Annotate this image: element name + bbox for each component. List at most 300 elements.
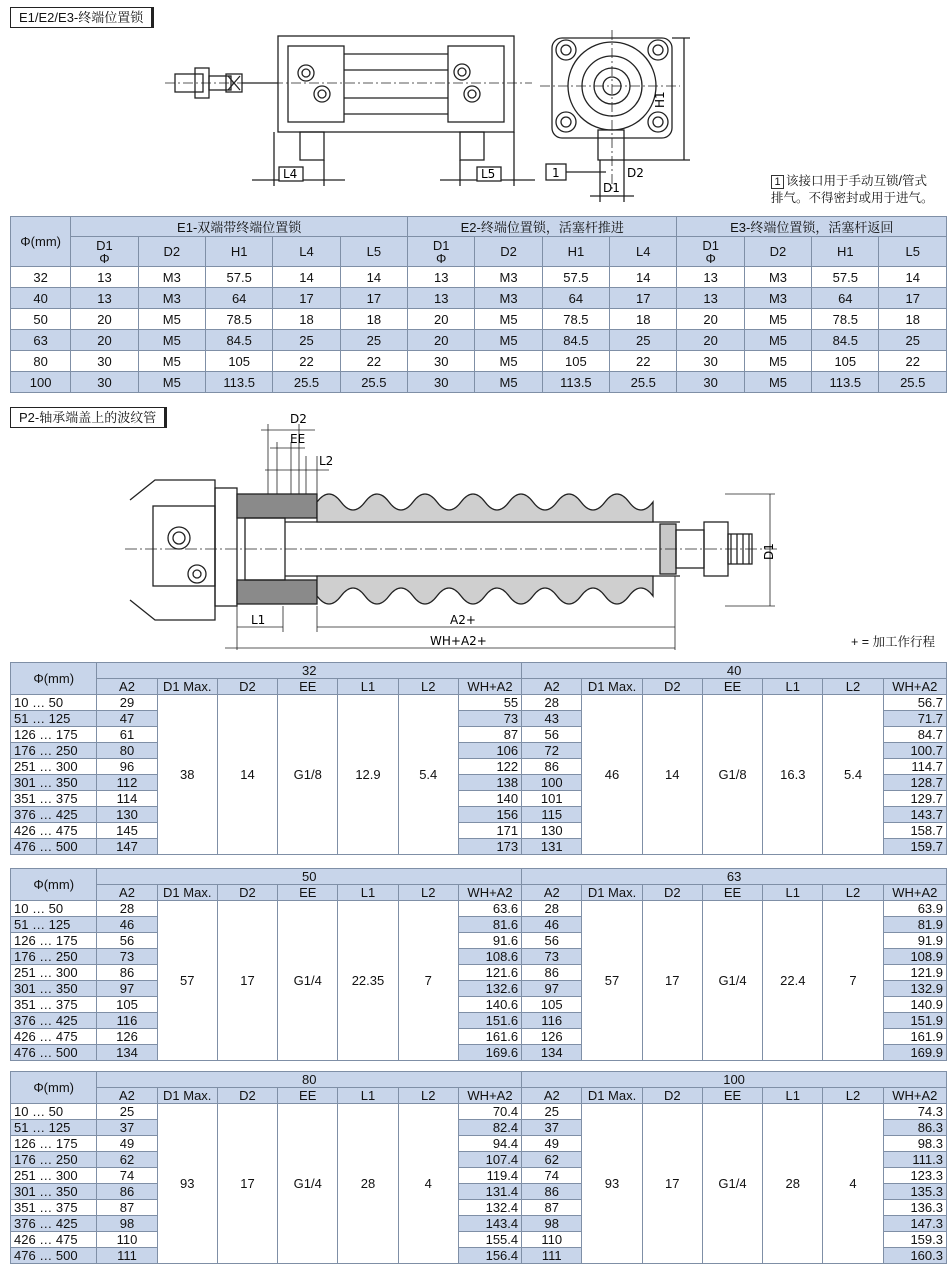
stroke-range-cell: 301 … 350 xyxy=(11,981,97,997)
stroke-range-cell: 301 … 350 xyxy=(11,1184,97,1200)
a2-cell: 114 xyxy=(97,791,157,807)
d1max-cell: 46 xyxy=(582,695,642,855)
a2-cell: 28 xyxy=(522,695,582,711)
col-header-l5: L5 xyxy=(879,237,947,267)
value-cell: M3 xyxy=(475,267,542,288)
value-cell: 22 xyxy=(340,351,407,372)
bellows-table xyxy=(10,1071,947,1264)
value-cell: M3 xyxy=(138,288,205,309)
col-header-d1-max-: D1 Max. xyxy=(582,885,642,901)
stroke-range-cell: 351 … 375 xyxy=(11,1200,97,1216)
col-header-a2: A2 xyxy=(97,679,157,695)
value-cell: 105 xyxy=(542,351,609,372)
value-cell: 78.5 xyxy=(542,309,609,330)
col-header-wh-a2: WH+A2 xyxy=(883,885,946,901)
value-cell: 18 xyxy=(273,309,340,330)
section-title-bellows: P2-轴承端盖上的波纹管 xyxy=(10,407,167,428)
wh-a2-cell: 159.7 xyxy=(883,839,946,855)
bore-size-header: 80 xyxy=(97,1072,522,1088)
l2-cell: 7 xyxy=(398,901,458,1061)
wh-a2-cell: 138 xyxy=(458,775,521,791)
wh-a2-cell: 169.9 xyxy=(883,1045,946,1061)
wh-a2-cell: 55 xyxy=(458,695,521,711)
col-header-l1: L1 xyxy=(338,1088,398,1104)
a2-cell: 86 xyxy=(522,759,582,775)
col-header-d2: D2 xyxy=(138,237,205,267)
ee-cell: G1/4 xyxy=(702,901,762,1061)
a2-cell: 73 xyxy=(522,949,582,965)
value-cell: 20 xyxy=(677,330,744,351)
value-cell: 64 xyxy=(206,288,273,309)
stroke-range-cell: 10 … 50 xyxy=(11,1104,97,1120)
stroke-range-cell: 176 … 250 xyxy=(11,949,97,965)
value-cell: M5 xyxy=(475,330,542,351)
col-header-wh-a2: WH+A2 xyxy=(883,679,946,695)
value-cell: M5 xyxy=(744,309,811,330)
value-cell: 84.5 xyxy=(542,330,609,351)
wh-a2-cell: 136.3 xyxy=(883,1200,946,1216)
col-header-l2: L2 xyxy=(823,885,883,901)
svg-text:A2+: A2+ xyxy=(450,613,476,627)
value-cell: 13 xyxy=(677,288,744,309)
table-row xyxy=(11,309,947,330)
d2-cell: 17 xyxy=(642,901,702,1061)
value-cell: 13 xyxy=(71,288,138,309)
wh-a2-cell: 70.4 xyxy=(458,1104,521,1120)
a2-cell: 105 xyxy=(522,997,582,1013)
a2-cell: 86 xyxy=(522,1184,582,1200)
a2-cell: 97 xyxy=(522,981,582,997)
col-header-l4: L4 xyxy=(610,237,677,267)
ee-cell: G1/4 xyxy=(278,1104,338,1264)
value-cell: 25.5 xyxy=(340,372,407,393)
wh-a2-cell: 98.3 xyxy=(883,1136,946,1152)
stroke-range-cell: 426 … 475 xyxy=(11,823,97,839)
col-header-ee: EE xyxy=(702,885,762,901)
col-header-a2: A2 xyxy=(522,885,582,901)
stroke-range-cell: 426 … 475 xyxy=(11,1232,97,1248)
a2-cell: 56 xyxy=(97,933,157,949)
wh-a2-cell: 87 xyxy=(458,727,521,743)
value-cell: M5 xyxy=(744,372,811,393)
value-cell: 64 xyxy=(812,288,879,309)
col-header-wh-a2: WH+A2 xyxy=(458,679,521,695)
a2-cell: 131 xyxy=(522,839,582,855)
ee-cell: G1/4 xyxy=(278,901,338,1061)
wh-a2-cell: 121.9 xyxy=(883,965,946,981)
a2-cell: 110 xyxy=(97,1232,157,1248)
value-cell: 113.5 xyxy=(206,372,273,393)
value-cell: M5 xyxy=(138,309,205,330)
a2-cell: 37 xyxy=(97,1120,157,1136)
l2-cell: 4 xyxy=(398,1104,458,1264)
col-header-d2: D2 xyxy=(217,885,277,901)
bore-cell: 63 xyxy=(11,330,71,351)
a2-cell: 116 xyxy=(522,1013,582,1029)
a2-cell: 97 xyxy=(97,981,157,997)
end-position-lock-drawing xyxy=(160,30,690,210)
group-e3: E3-终端位置锁，活塞杆返回 xyxy=(677,217,947,237)
value-cell: M5 xyxy=(138,351,205,372)
a2-cell: 28 xyxy=(522,901,582,917)
svg-text:L5: L5 xyxy=(481,167,496,181)
stroke-range-cell: 176 … 250 xyxy=(11,743,97,759)
value-cell: 25.5 xyxy=(273,372,340,393)
a2-cell: 111 xyxy=(522,1248,582,1264)
l2-cell: 5.4 xyxy=(823,695,883,855)
bellows-drawing xyxy=(125,410,785,655)
value-cell: 13 xyxy=(408,288,475,309)
a2-cell: 98 xyxy=(522,1216,582,1232)
wh-a2-cell: 155.4 xyxy=(458,1232,521,1248)
svg-text:H1: H1 xyxy=(653,91,667,108)
wh-a2-cell: 71.7 xyxy=(883,711,946,727)
col-header-ee: EE xyxy=(278,679,338,695)
port-note-line1: 该接口用于手动互锁/管式 xyxy=(786,174,927,188)
col-header-l1: L1 xyxy=(763,885,823,901)
svg-text:D2: D2 xyxy=(627,166,644,180)
value-cell: 78.5 xyxy=(206,309,273,330)
col-header-d2: D2 xyxy=(217,679,277,695)
e-lock-table xyxy=(10,216,947,393)
stroke-range-cell: 126 … 175 xyxy=(11,1136,97,1152)
value-cell: M5 xyxy=(744,351,811,372)
l2-cell: 4 xyxy=(823,1104,883,1264)
d2-cell: 17 xyxy=(642,1104,702,1264)
a2-cell: 56 xyxy=(522,933,582,949)
col-header-wh-a2: WH+A2 xyxy=(458,885,521,901)
port-note xyxy=(771,173,934,207)
table-row xyxy=(11,901,947,917)
d1max-cell: 93 xyxy=(157,1104,217,1264)
stroke-range-cell: 301 … 350 xyxy=(11,775,97,791)
a2-cell: 111 xyxy=(97,1248,157,1264)
l1-cell: 22.4 xyxy=(763,901,823,1061)
a2-cell: 116 xyxy=(97,1013,157,1029)
stroke-range-cell: 476 … 500 xyxy=(11,1045,97,1061)
stroke-range-cell: 126 … 175 xyxy=(11,933,97,949)
value-cell: 13 xyxy=(71,267,138,288)
d2-cell: 17 xyxy=(217,1104,277,1264)
col-header-d1-max-: D1 Max. xyxy=(157,1088,217,1104)
a2-cell: 147 xyxy=(97,839,157,855)
stroke-legend: + = 加工作行程 xyxy=(851,635,936,649)
bore-size-header: 32 xyxy=(97,663,522,679)
a2-cell: 72 xyxy=(522,743,582,759)
wh-a2-cell: 108.6 xyxy=(458,949,521,965)
value-cell: M3 xyxy=(744,288,811,309)
stroke-range-cell: 426 … 475 xyxy=(11,1029,97,1045)
a2-cell: 37 xyxy=(522,1120,582,1136)
port-number-box: 1 xyxy=(771,175,784,189)
stroke-range-cell: 51 … 125 xyxy=(11,1120,97,1136)
ee-cell: G1/8 xyxy=(278,695,338,855)
stroke-range-cell: 251 … 300 xyxy=(11,965,97,981)
l1-cell: 12.9 xyxy=(338,695,398,855)
value-cell: 78.5 xyxy=(812,309,879,330)
value-cell: 13 xyxy=(677,267,744,288)
a2-cell: 98 xyxy=(97,1216,157,1232)
table-row xyxy=(11,288,947,309)
d2-cell: 14 xyxy=(217,695,277,855)
value-cell: 25.5 xyxy=(879,372,947,393)
d1max-cell: 93 xyxy=(582,1104,642,1264)
wh-a2-cell: 86.3 xyxy=(883,1120,946,1136)
wh-a2-cell: 147.3 xyxy=(883,1216,946,1232)
value-cell: 25 xyxy=(273,330,340,351)
a2-cell: 134 xyxy=(97,1045,157,1061)
col-header-l1: L1 xyxy=(338,885,398,901)
col-header-l2: L2 xyxy=(823,679,883,695)
wh-a2-cell: 132.6 xyxy=(458,981,521,997)
a2-cell: 46 xyxy=(522,917,582,933)
a2-cell: 126 xyxy=(522,1029,582,1045)
a2-cell: 130 xyxy=(522,823,582,839)
wh-a2-cell: 159.3 xyxy=(883,1232,946,1248)
l2-cell: 7 xyxy=(823,901,883,1061)
value-cell: 113.5 xyxy=(812,372,879,393)
col-header-l1: L1 xyxy=(763,1088,823,1104)
wh-a2-cell: 151.9 xyxy=(883,1013,946,1029)
a2-cell: 49 xyxy=(97,1136,157,1152)
phi-header: Φ(mm) xyxy=(11,869,97,901)
stroke-range-cell: 476 … 500 xyxy=(11,1248,97,1264)
wh-a2-cell: 132.4 xyxy=(458,1200,521,1216)
wh-a2-cell: 119.4 xyxy=(458,1168,521,1184)
value-cell: 18 xyxy=(610,309,677,330)
col-header-l2: L2 xyxy=(398,885,458,901)
value-cell: 25.5 xyxy=(610,372,677,393)
wh-a2-cell: 129.7 xyxy=(883,791,946,807)
value-cell: 20 xyxy=(71,309,138,330)
bore-size-header: 50 xyxy=(97,869,522,885)
value-cell: M5 xyxy=(475,309,542,330)
svg-text:D1: D1 xyxy=(603,181,620,195)
wh-a2-cell: 123.3 xyxy=(883,1168,946,1184)
table-row xyxy=(11,1104,947,1120)
value-cell: 22 xyxy=(273,351,340,372)
stroke-range-cell: 376 … 425 xyxy=(11,1216,97,1232)
wh-a2-cell: 169.6 xyxy=(458,1045,521,1061)
l1-cell: 22.35 xyxy=(338,901,398,1061)
wh-a2-cell: 107.4 xyxy=(458,1152,521,1168)
a2-cell: 115 xyxy=(522,807,582,823)
value-cell: 84.5 xyxy=(206,330,273,351)
a2-cell: 101 xyxy=(522,791,582,807)
stroke-range-cell: 376 … 425 xyxy=(11,807,97,823)
col-header-d1-max-: D1 Max. xyxy=(157,679,217,695)
wh-a2-cell: 73 xyxy=(458,711,521,727)
a2-cell: 105 xyxy=(97,997,157,1013)
col-header-ee: EE xyxy=(278,1088,338,1104)
col-header-a2: A2 xyxy=(97,1088,157,1104)
a2-cell: 62 xyxy=(522,1152,582,1168)
wh-a2-cell: 82.4 xyxy=(458,1120,521,1136)
value-cell: M3 xyxy=(138,267,205,288)
section-title-e-lock: E1/E2/E3-终端位置锁 xyxy=(10,7,154,28)
wh-a2-cell: 106 xyxy=(458,743,521,759)
svg-text:L4: L4 xyxy=(283,167,298,181)
value-cell: 30 xyxy=(408,372,475,393)
col-header-ee: EE xyxy=(702,1088,762,1104)
col-header-d2: D2 xyxy=(217,1088,277,1104)
svg-text:D1: D1 xyxy=(762,543,776,560)
col-header-a2: A2 xyxy=(522,679,582,695)
col-header-ee: EE xyxy=(278,885,338,901)
wh-a2-cell: 84.7 xyxy=(883,727,946,743)
value-cell: M3 xyxy=(744,267,811,288)
phi-header: Φ(mm) xyxy=(11,663,97,695)
a2-cell: 86 xyxy=(97,1184,157,1200)
value-cell: 17 xyxy=(879,288,947,309)
value-cell: M5 xyxy=(138,330,205,351)
wh-a2-cell: 161.9 xyxy=(883,1029,946,1045)
value-cell: 30 xyxy=(71,372,138,393)
wh-a2-cell: 171 xyxy=(458,823,521,839)
wh-a2-cell: 128.7 xyxy=(883,775,946,791)
value-cell: 25 xyxy=(340,330,407,351)
col-header-d1-φ: D1 Φ xyxy=(71,237,138,267)
group-e2: E2-终端位置锁，活塞杆推进 xyxy=(408,217,677,237)
bore-cell: 50 xyxy=(11,309,71,330)
value-cell: 30 xyxy=(408,351,475,372)
col-header-a2: A2 xyxy=(522,1088,582,1104)
a2-cell: 29 xyxy=(97,695,157,711)
d1max-cell: 57 xyxy=(582,901,642,1061)
stroke-range-cell: 351 … 375 xyxy=(11,997,97,1013)
bellows-table xyxy=(10,662,947,855)
value-cell: 22 xyxy=(879,351,947,372)
value-cell: 14 xyxy=(273,267,340,288)
col-header-d1-max-: D1 Max. xyxy=(582,1088,642,1104)
bore-size-header: 40 xyxy=(522,663,947,679)
col-header-l1: L1 xyxy=(763,679,823,695)
table-row xyxy=(11,372,947,393)
wh-a2-cell: 91.6 xyxy=(458,933,521,949)
value-cell: 20 xyxy=(408,330,475,351)
value-cell: 25 xyxy=(610,330,677,351)
value-cell: 105 xyxy=(206,351,273,372)
col-header-l2: L2 xyxy=(398,1088,458,1104)
value-cell: 57.5 xyxy=(206,267,273,288)
stroke-range-cell: 51 … 125 xyxy=(11,917,97,933)
stroke-range-cell: 376 … 425 xyxy=(11,1013,97,1029)
wh-a2-cell: 114.7 xyxy=(883,759,946,775)
ee-cell: G1/8 xyxy=(702,695,762,855)
a2-cell: 86 xyxy=(522,965,582,981)
value-cell: M5 xyxy=(138,372,205,393)
stroke-range-cell: 126 … 175 xyxy=(11,727,97,743)
a2-cell: 74 xyxy=(97,1168,157,1184)
a2-cell: 62 xyxy=(97,1152,157,1168)
a2-cell: 46 xyxy=(97,917,157,933)
table-row xyxy=(11,695,947,711)
col-header-l1: L1 xyxy=(338,679,398,695)
wh-a2-cell: 111.3 xyxy=(883,1152,946,1168)
wh-a2-cell: 140.6 xyxy=(458,997,521,1013)
svg-text:EE: EE xyxy=(290,432,306,446)
value-cell: 20 xyxy=(71,330,138,351)
wh-a2-cell: 56.7 xyxy=(883,695,946,711)
wh-a2-cell: 156.4 xyxy=(458,1248,521,1264)
col-header-h1: H1 xyxy=(542,237,609,267)
a2-cell: 43 xyxy=(522,711,582,727)
ee-cell: G1/4 xyxy=(702,1104,762,1264)
bore-cell: 80 xyxy=(11,351,71,372)
wh-a2-cell: 131.4 xyxy=(458,1184,521,1200)
a2-cell: 126 xyxy=(97,1029,157,1045)
a2-cell: 87 xyxy=(97,1200,157,1216)
d2-cell: 17 xyxy=(217,901,277,1061)
wh-a2-cell: 108.9 xyxy=(883,949,946,965)
wh-a2-cell: 81.6 xyxy=(458,917,521,933)
wh-a2-cell: 94.4 xyxy=(458,1136,521,1152)
phi-header: Φ(mm) xyxy=(11,1072,97,1104)
wh-a2-cell: 158.7 xyxy=(883,823,946,839)
d1max-cell: 38 xyxy=(157,695,217,855)
value-cell: 113.5 xyxy=(542,372,609,393)
a2-cell: 74 xyxy=(522,1168,582,1184)
value-cell: 64 xyxy=(542,288,609,309)
value-cell: 30 xyxy=(677,351,744,372)
value-cell: 105 xyxy=(812,351,879,372)
a2-cell: 47 xyxy=(97,711,157,727)
value-cell: 25 xyxy=(879,330,947,351)
l1-cell: 28 xyxy=(338,1104,398,1264)
value-cell: 30 xyxy=(71,351,138,372)
a2-cell: 130 xyxy=(97,807,157,823)
stroke-range-cell: 10 … 50 xyxy=(11,901,97,917)
a2-cell: 110 xyxy=(522,1232,582,1248)
d2-cell: 14 xyxy=(642,695,702,855)
value-cell: M5 xyxy=(475,351,542,372)
col-header-d1-φ: D1 Φ xyxy=(677,237,744,267)
value-cell: 30 xyxy=(677,372,744,393)
a2-cell: 96 xyxy=(97,759,157,775)
col-header-ee: EE xyxy=(702,679,762,695)
wh-a2-cell: 156 xyxy=(458,807,521,823)
value-cell: M5 xyxy=(475,372,542,393)
value-cell: 17 xyxy=(610,288,677,309)
d1max-cell: 57 xyxy=(157,901,217,1061)
col-header-wh-a2: WH+A2 xyxy=(458,1088,521,1104)
wh-a2-cell: 122 xyxy=(458,759,521,775)
wh-a2-cell: 151.6 xyxy=(458,1013,521,1029)
wh-a2-cell: 91.9 xyxy=(883,933,946,949)
group-e1: E1-双端带终端位置锁 xyxy=(71,217,408,237)
l1-cell: 28 xyxy=(763,1104,823,1264)
a2-cell: 25 xyxy=(97,1104,157,1120)
value-cell: 17 xyxy=(273,288,340,309)
value-cell: 22 xyxy=(610,351,677,372)
table-row xyxy=(11,330,947,351)
a2-cell: 61 xyxy=(97,727,157,743)
col-header-d2: D2 xyxy=(642,679,702,695)
a2-cell: 145 xyxy=(97,823,157,839)
wh-a2-cell: 140 xyxy=(458,791,521,807)
bore-size-header: 63 xyxy=(522,869,947,885)
value-cell: 57.5 xyxy=(812,267,879,288)
svg-text:L1: L1 xyxy=(251,613,266,627)
a2-cell: 56 xyxy=(522,727,582,743)
value-cell: 20 xyxy=(677,309,744,330)
col-header-d1-φ: D1 Φ xyxy=(408,237,475,267)
svg-text:D2: D2 xyxy=(290,412,307,426)
a2-cell: 112 xyxy=(97,775,157,791)
value-cell: 18 xyxy=(879,309,947,330)
l2-cell: 5.4 xyxy=(398,695,458,855)
stroke-range-cell: 251 … 300 xyxy=(11,759,97,775)
